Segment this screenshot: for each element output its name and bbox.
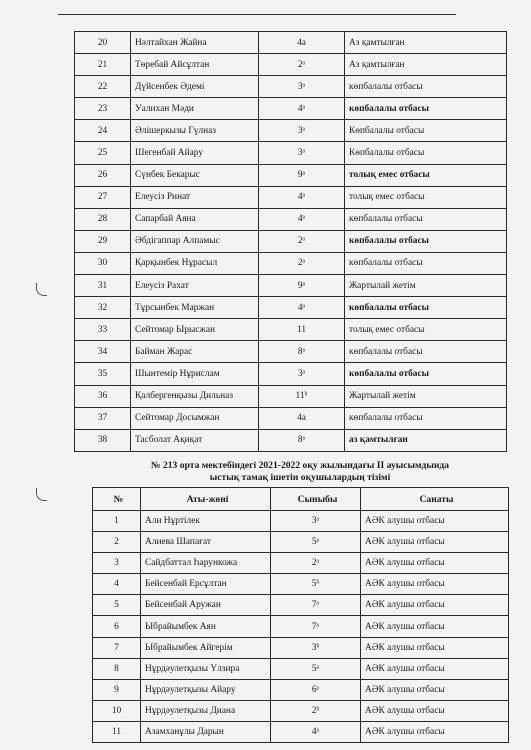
student-name: Сүнбек Бекарыс xyxy=(131,164,259,186)
row-number: 9 xyxy=(93,679,141,700)
row-number: 11 xyxy=(93,721,141,742)
table-row xyxy=(75,32,507,54)
table-row xyxy=(93,574,509,595)
row-number: 31 xyxy=(75,275,131,297)
family-status: көпбалалы отбасы xyxy=(345,407,507,429)
student-name: Қарқынбек Нұрасыл xyxy=(131,252,259,274)
top-rule xyxy=(58,14,456,15)
student-name: Нұрдәулетқызы Диана xyxy=(141,700,271,721)
student-name: Елеусіз Рахат xyxy=(131,275,259,297)
class-grade: 2ᵃ xyxy=(259,54,345,76)
scan-mark xyxy=(36,283,47,296)
row-number: 4 xyxy=(93,574,141,595)
row-number: 1 xyxy=(93,511,141,532)
family-status: көпбалалы отбасы xyxy=(345,230,507,252)
class-grade: 7ᵃ xyxy=(271,595,361,616)
class-grade: 9ᵃ xyxy=(259,164,345,186)
header-number: № xyxy=(93,488,141,511)
student-name: Али Нұртілек xyxy=(141,511,271,532)
student-name: Дүйсенбек Әдемі xyxy=(131,76,259,98)
student-name: Сапарбай Аяна xyxy=(131,208,259,230)
heading-line-1: № 213 орта мектебіндегі 2021-2022 оқу жылындағы ІІ ауысымдыида xyxy=(150,460,450,471)
family-status: толық емес отбасы xyxy=(345,186,507,208)
family-status: көпбалалы отбасы xyxy=(345,98,507,120)
table-row xyxy=(93,721,509,742)
row-number: 23 xyxy=(75,98,131,120)
family-status: АӘК алушы отбасы xyxy=(361,721,509,742)
class-grade: 4ᵃ xyxy=(259,297,345,319)
row-number: 32 xyxy=(75,297,131,319)
student-name: Сайдбаттал Һарункожа xyxy=(141,553,271,574)
family-status: көпбалалы отбасы xyxy=(345,363,507,385)
table-row xyxy=(75,230,507,252)
family-status: АӘК алушы отбасы xyxy=(361,658,509,679)
student-name: Сейтомар Досымжан xyxy=(131,407,259,429)
family-status: АӘК алушы отбасы xyxy=(361,511,509,532)
family-status: көпбалалы отбасы xyxy=(345,76,507,98)
table-row xyxy=(93,679,509,700)
class-grade: 3ᵃ xyxy=(259,363,345,385)
class-grade: 9ᵃ xyxy=(259,275,345,297)
family-status: Аз қамтылған xyxy=(345,54,507,76)
family-status: Көпбалалы отбасы xyxy=(345,120,507,142)
scan-mark xyxy=(36,488,47,501)
family-status: АӘК алушы отбасы xyxy=(361,574,509,595)
class-grade: 4ᵃ xyxy=(259,208,345,230)
family-status: көпбалалы отбасы xyxy=(345,252,507,274)
student-name: Нұрдәулетқызы Айару xyxy=(141,679,271,700)
table-row xyxy=(93,637,509,658)
family-status: АӘК алушы отбасы xyxy=(361,679,509,700)
class-grade: 2ᵃ xyxy=(271,553,361,574)
table-row xyxy=(75,120,507,142)
family-status: көпбалалы отбасы xyxy=(345,297,507,319)
table-row xyxy=(75,275,507,297)
class-grade: 8ᵃ xyxy=(259,341,345,363)
student-name: Елеусіз Ринат xyxy=(131,186,259,208)
row-number: 27 xyxy=(75,186,131,208)
table-row xyxy=(75,429,507,451)
student-name: Уалихан Мәди xyxy=(131,98,259,120)
family-status: АӘК алушы отбасы xyxy=(361,700,509,721)
row-number: 25 xyxy=(75,142,131,164)
table-row xyxy=(75,341,507,363)
table-header-row xyxy=(93,488,509,511)
row-number: 21 xyxy=(75,54,131,76)
table-row xyxy=(75,363,507,385)
row-number: 37 xyxy=(75,407,131,429)
student-name: Тұрсынбек Маржан xyxy=(131,297,259,319)
family-status: аз қамтылған xyxy=(345,429,507,451)
student-name: Тасболат Ақиқат xyxy=(131,429,259,451)
family-status: Жартылай жетім xyxy=(345,385,507,407)
table-row xyxy=(93,616,509,637)
row-number: 8 xyxy=(93,658,141,679)
family-status: толық емес отбасы xyxy=(345,319,507,341)
family-status: толық емес отбасы xyxy=(345,164,507,186)
row-number: 33 xyxy=(75,319,131,341)
row-number: 6 xyxy=(93,616,141,637)
student-name: Алиева Шапағат xyxy=(141,532,271,553)
student-name: Бейсенбай Ерсұлтан xyxy=(141,574,271,595)
student-name: Бейсенбай Аружан xyxy=(141,595,271,616)
row-number: 34 xyxy=(75,341,131,363)
student-name: Нәлтайхан Жайна xyxy=(131,32,259,54)
class-grade: 2ᵃ xyxy=(259,230,345,252)
family-status: Жартылай жетім xyxy=(345,275,507,297)
list-heading xyxy=(92,460,508,484)
heading-line-2: ыстық тамақ ішетін оқушылардың тізімі xyxy=(209,472,391,483)
header-category: Санаты xyxy=(361,488,509,511)
row-number: 29 xyxy=(75,230,131,252)
class-grade: 5ᵇ xyxy=(271,574,361,595)
student-name: Сейтомар Ырысжан xyxy=(131,319,259,341)
class-grade: 3ᵇ xyxy=(271,637,361,658)
class-grade: 5ᵃ xyxy=(271,658,361,679)
row-number: 38 xyxy=(75,429,131,451)
family-status: Аз қамтылған xyxy=(345,32,507,54)
row-number: 22 xyxy=(75,76,131,98)
class-grade: 4а xyxy=(259,32,345,54)
class-grade: 3ᵃ xyxy=(259,142,345,164)
student-name: Қалбергенқызы Дильназ xyxy=(131,385,259,407)
class-grade: 4ᵃ xyxy=(271,721,361,742)
table-row xyxy=(75,385,507,407)
family-status: көпбалалы отбасы xyxy=(345,341,507,363)
row-number: 5 xyxy=(93,595,141,616)
student-name: Төребай Айсұлтан xyxy=(131,54,259,76)
row-number: 35 xyxy=(75,363,131,385)
table-row xyxy=(93,532,509,553)
table-row xyxy=(75,186,507,208)
table-row xyxy=(93,511,509,532)
class-grade: 5ᵃ xyxy=(271,532,361,553)
table-row xyxy=(75,252,507,274)
class-grade: 11 xyxy=(259,319,345,341)
family-status: көпбалалы отбасы xyxy=(345,208,507,230)
family-status: АӘК алушы отбасы xyxy=(361,553,509,574)
row-number: 2 xyxy=(93,532,141,553)
student-name: Шегенбай Айару xyxy=(131,142,259,164)
class-grade: 3ᵃ xyxy=(271,511,361,532)
family-status: АӘК алушы отбасы xyxy=(361,595,509,616)
class-grade: 8ᵃ xyxy=(259,429,345,451)
table-row xyxy=(93,595,509,616)
table-row xyxy=(75,76,507,98)
class-grade: 2ᵃ xyxy=(259,252,345,274)
table-row xyxy=(75,164,507,186)
family-status: АӘК алушы отбасы xyxy=(361,637,509,658)
class-grade: 6ᵃ xyxy=(271,679,361,700)
class-grade: 3ᵃ xyxy=(259,120,345,142)
table-row xyxy=(75,319,507,341)
row-number: 7 xyxy=(93,637,141,658)
class-grade: 2ᵇ xyxy=(271,700,361,721)
row-number: 26 xyxy=(75,164,131,186)
class-grade: 7ᵃ xyxy=(271,616,361,637)
student-name: Шынтемір Нұрислам xyxy=(131,363,259,385)
header-class: Сыныбы xyxy=(271,488,361,511)
row-number: 30 xyxy=(75,252,131,274)
student-name: Нұрдәулетқызы Үлзира xyxy=(141,658,271,679)
table-row xyxy=(75,142,507,164)
table-row xyxy=(75,98,507,120)
row-number: 24 xyxy=(75,120,131,142)
table-row xyxy=(93,700,509,721)
student-name: Ыбрайымбек Аян xyxy=(141,616,271,637)
row-number: 10 xyxy=(93,700,141,721)
class-grade: 3ᵃ xyxy=(259,76,345,98)
family-status: АӘК алушы отбасы xyxy=(361,532,509,553)
students-table-body xyxy=(75,32,507,452)
table-row xyxy=(75,54,507,76)
class-grade: 4а xyxy=(259,407,345,429)
table-row xyxy=(75,208,507,230)
class-grade: 11ᵇ xyxy=(259,385,345,407)
second-shift-table-body xyxy=(93,511,509,743)
table-row xyxy=(75,297,507,319)
row-number: 36 xyxy=(75,385,131,407)
second-shift-table xyxy=(92,487,509,743)
table-row xyxy=(93,553,509,574)
student-name: Ыбрайымбек Айгерім xyxy=(141,637,271,658)
row-number: 20 xyxy=(75,32,131,54)
family-status: Көпбалалы отбасы xyxy=(345,142,507,164)
header-name: Аты-жөні xyxy=(141,488,271,511)
row-number: 3 xyxy=(93,553,141,574)
class-grade: 4ᵃ xyxy=(259,186,345,208)
student-name: Әлішеркызы Гүлназ xyxy=(131,120,259,142)
student-name: Әбдігаппар Алпамыс xyxy=(131,230,259,252)
table-row xyxy=(93,658,509,679)
row-number: 28 xyxy=(75,208,131,230)
students-table-continued xyxy=(74,31,507,452)
family-status: АӘК алушы отбасы xyxy=(361,616,509,637)
table-row xyxy=(75,407,507,429)
student-name: Байман Жарас xyxy=(131,341,259,363)
student-name: Азамханұлы Дарын xyxy=(141,721,271,742)
class-grade: 4ᵃ xyxy=(259,98,345,120)
